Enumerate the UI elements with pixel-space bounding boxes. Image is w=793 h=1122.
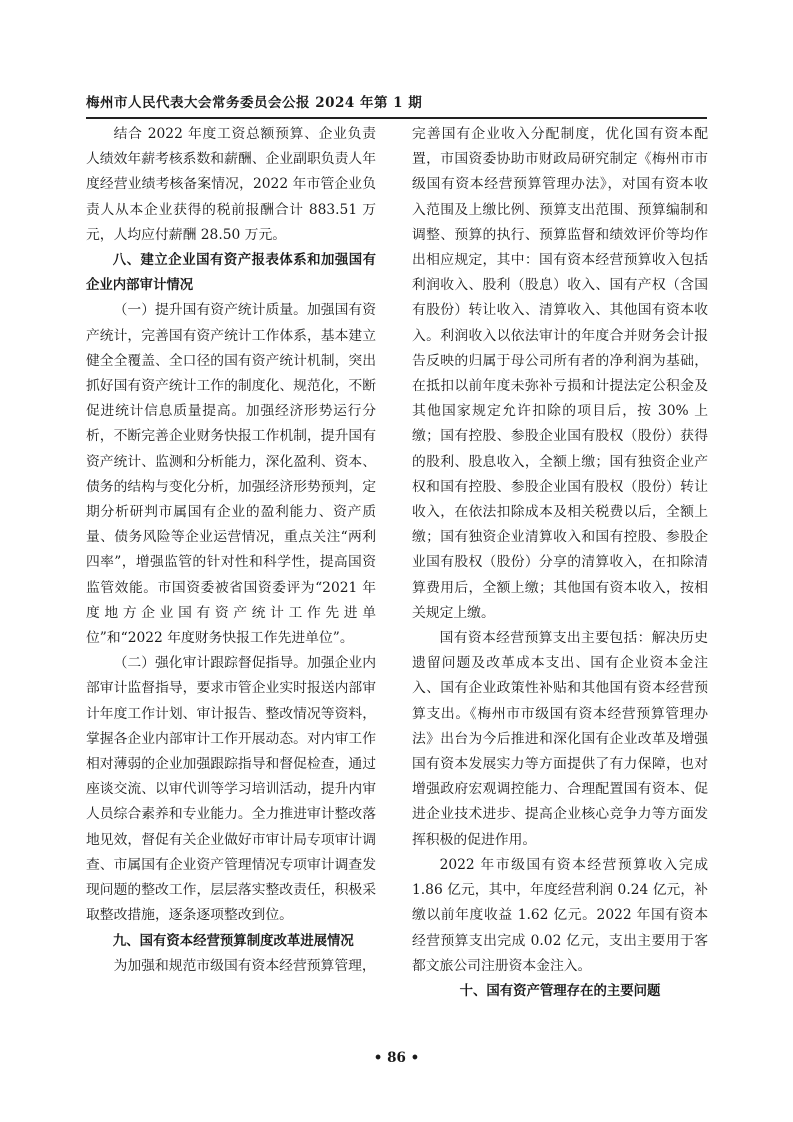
paragraph-budget-income: 完善国有企业收入分配制度，优化国有资本配置，市国资委协助市财政局研究制定《梅州市市级国有资本经营预算管理办法》，对国有资本收入范围及上缴比例、预算支出范围、预算编制和调整、预算的执行、预算监督和绩效评价等均作出相应规定，其中：国有资本经营预算收入包括利润收入、股利（股息）收入、国有产权（含国有股份）转让收入、清算收入、其他国有资本收入。利润收入以依法审计的年度合并财务会计报告反映的归属于母公司所有者的净利润为基础，在抵扣以前年度未弥补亏损和计提法定公积金及其他国家规定允许扣除的项目后，按 30% 上缴；国有控股、参股企业国有股权（股份）获得的股利、股息收入，全额上缴；国有独资企业产权和国有控股、参股企业国有股权（股份）转让收入，在依法扣除成本及相关税费以后，全额上缴；国有独资企业清算收入和国有控股、参股企业国有股权（股份）分享的清算收入，在扣除清算费用后，全额上缴；其他国有资本收入，按相关规定上缴。 <box>412 126 708 621</box>
paragraph-compensation: 结合 2022 年度工资总额预算、企业负责人绩效年薪考核系数和薪酬、企业副职负责人年度经营业绩考核备案情况，2022 年市管企业负责人从本企业获得的税前报酬合计 883.51 万元，人均应付薪酬 28.50 万元。 <box>86 126 376 243</box>
section-heading-8: 八、建立企业国有资产报表体系和加强国有企业内部审计情况 <box>86 253 376 294</box>
right-column <box>412 122 708 1004</box>
subheading-statistics: （一）提升国有资产统计质量。 <box>113 302 307 319</box>
section-heading-9: 九、国有资本经营预算制度改革进展情况 <box>112 933 354 949</box>
header-rule <box>86 117 707 119</box>
section-heading-10: 十、国有资产管理存在的主要问题 <box>459 983 661 999</box>
page-number: • 86 • <box>373 1050 420 1066</box>
paragraph-audit-body: 加强企业内部审计监督指导，要求市管企业实时报送内部审计年度工作计划、审计报告、整改情况等资料，掌握各企业内部审计工作开展动态。对内审工作相对薄弱的企业加强跟踪指导和督促检查，通过座谈交流、以审代训等学习培训活动，提升内审人员综合素养和专业能力。全力推进审计整改落地见效，督促有关企业做好市审计局专项审计调查、市属国有企业资产管理情况专项审计调查发现问题的整改工作，层层落实整改责任，积极采取整改措施，逐条逐项整改到位。 <box>86 655 377 924</box>
left-column <box>86 122 376 979</box>
journal-header: 梅州市人民代表大会常务委员会公报 2024 年第 1 期 <box>86 95 423 111</box>
paragraph-statistics-body: 加强国有资产统计，完善国有资产统计工作体系，基本建立健全全覆盖、全口径的国有资产统计机制，突出抓好国有资产统计工作的制度化、规范化，不断促进统计信息质量提高。加强经济形势运行分析，不断完善企业财务快报工作机制，提升国有资产统计、监测和分析能力，深化盈利、资本、债务的结构与变化分析，加强经济形势预判，定期分析研判市属国有企业的盈利能力、资产质量、债务风险等企业运营情况，重点关注“两利四率”，增强监管的针对性和科学性，提高国资监管效能。市国资委被省国资委评为“2021 年度地方企业国有资产统计工作先进单位”和“2022 年度财务快报工作先进单位”。 <box>86 302 377 647</box>
subheading-audit: （二）强化审计跟踪督促指导。 <box>113 655 307 672</box>
paragraph-budget-intro: 为加强和规范市级国有资本经营预算管理， <box>113 957 376 974</box>
paragraph-statistics <box>86 298 376 651</box>
paragraph-budget-figures: 2022 年市级国有资本经营预算收入完成 1.86 亿元，其中，年度经营利润 0.24 亿元，补缴以前年度收益 1.62 亿元。2022 年国有资本经营预算支出完成 0.02 亿元，支出主要用于客都文旅公司注册资本金注入。 <box>412 856 708 974</box>
paragraph-audit <box>86 651 376 928</box>
paragraph-budget-expenditure: 国有资本经营预算支出主要包括：解决历史遗留问题及改革成本支出、国有企业资本金注入、国有企业政策性补贴和其他国有资本经营预算支出。《梅州市市级国有资本经营预算管理办法》出台为今后推进和深化国有企业改革及增强国有资本发展实力等方面提供了有力保障，也对增强政府宏观调控能力、合理配置国有资本、促进企业技术进步、提高企业核心竞争力等方面发挥积极的促进作用。 <box>412 630 708 848</box>
